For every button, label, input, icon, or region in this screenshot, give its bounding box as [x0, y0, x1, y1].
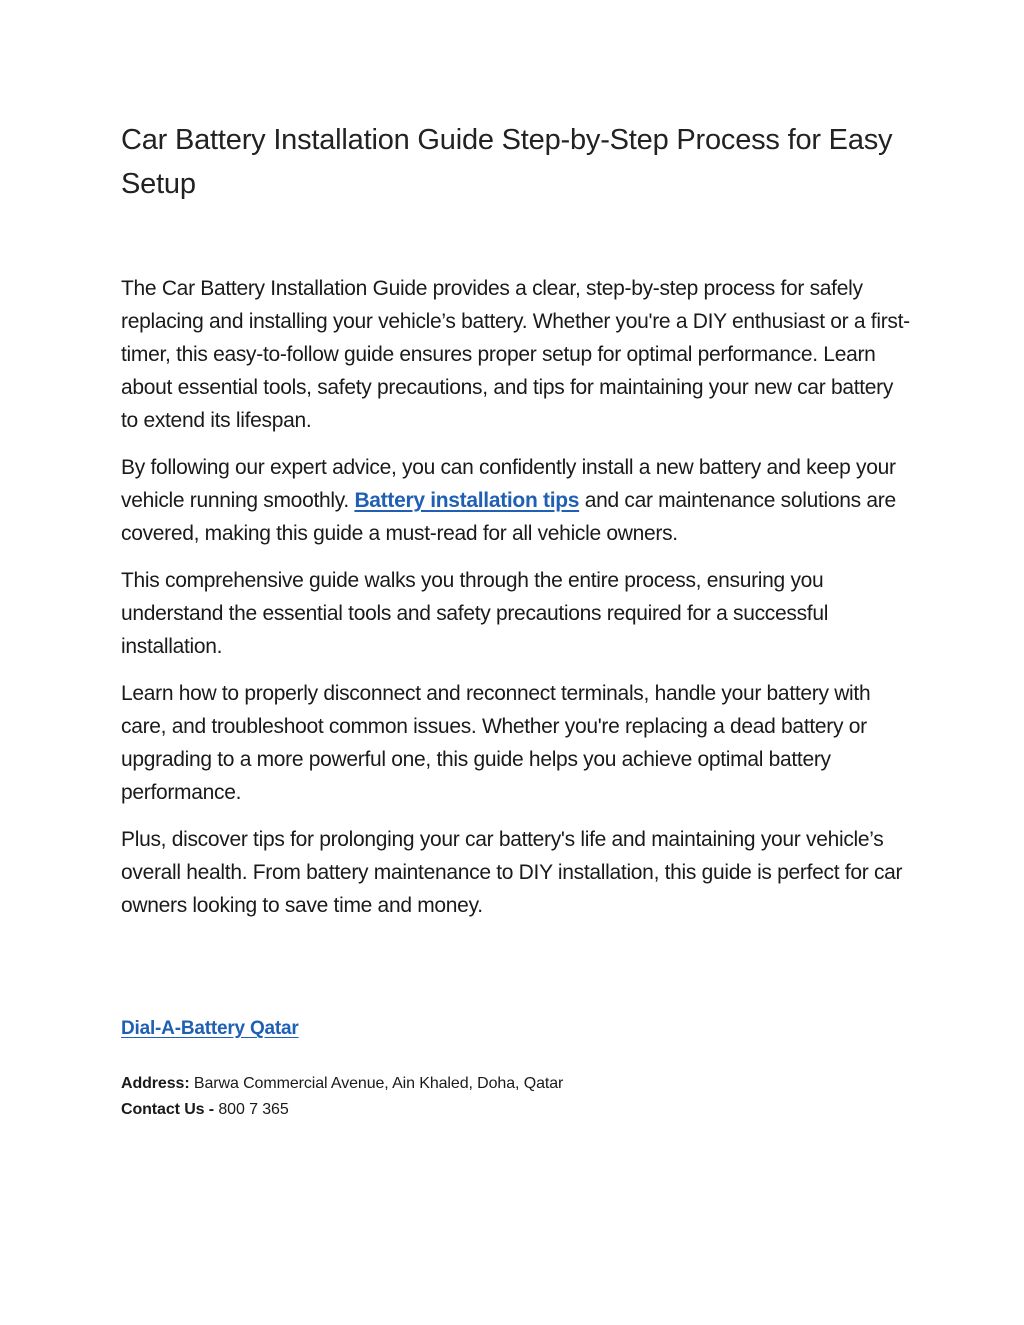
contact-phone: 800 7 365 — [218, 1101, 289, 1118]
paragraph-advice-text-start: By following our expert advice, you can confidently install a new battery and keep your vehicle running smoothly. — [121, 456, 896, 512]
address-label: Address: — [121, 1075, 190, 1092]
company-link[interactable]: Dial-A-Battery Qatar — [121, 1018, 299, 1039]
paragraph-prolonging: Plus, discover tips for prolonging your car battery's life and maintaining your vehicle’s overall health. From battery maintenance to DIY installation, this guide is perfect for car owners looking to save time and money. — [121, 828, 903, 917]
battery-installation-tips-link[interactable]: Battery installation tips — [354, 489, 580, 512]
page-title: Car Battery Installation Guide Step-by-Step Process for Easy Setup — [121, 124, 893, 200]
paragraph-comprehensive: This comprehensive guide walks you through the entire process, ensuring you understand the essential tools and safety precautions required for a successful installation. — [121, 569, 829, 658]
paragraph-advice-text-end: and car maintenance solutions are covered, making this guide a must-read for all vehicle owners. — [121, 489, 896, 545]
address-value: Barwa Commercial Avenue, Ain Khaled, Doha, Qatar — [189, 1075, 564, 1092]
paragraph-intro: The Car Battery Installation Guide provides a clear, step-by-step process for safely replacing and installing your vehicle’s battery. Whether you're a DIY enthusiast or a first-timer, this easy-to-follow guide ensures proper setup for optimal performance. Learn about essential tools, safety precautions, and tips for maintaining your new car battery to extend its lifespan. — [121, 277, 910, 432]
contact-block — [121, 1071, 563, 1123]
paragraph-advice — [121, 451, 911, 550]
article-body — [121, 272, 911, 936]
paragraph-terminals: Learn how to properly disconnect and reconnect terminals, handle your battery with care, and troubleshoot common issues. Whether you're replacing a dead battery or upgrading to a more powerful one, this guide helps you achieve optimal battery performance. — [121, 682, 871, 804]
contact-line — [121, 1097, 563, 1123]
contact-label: Contact Us - — [121, 1101, 219, 1118]
address-line — [121, 1071, 563, 1097]
